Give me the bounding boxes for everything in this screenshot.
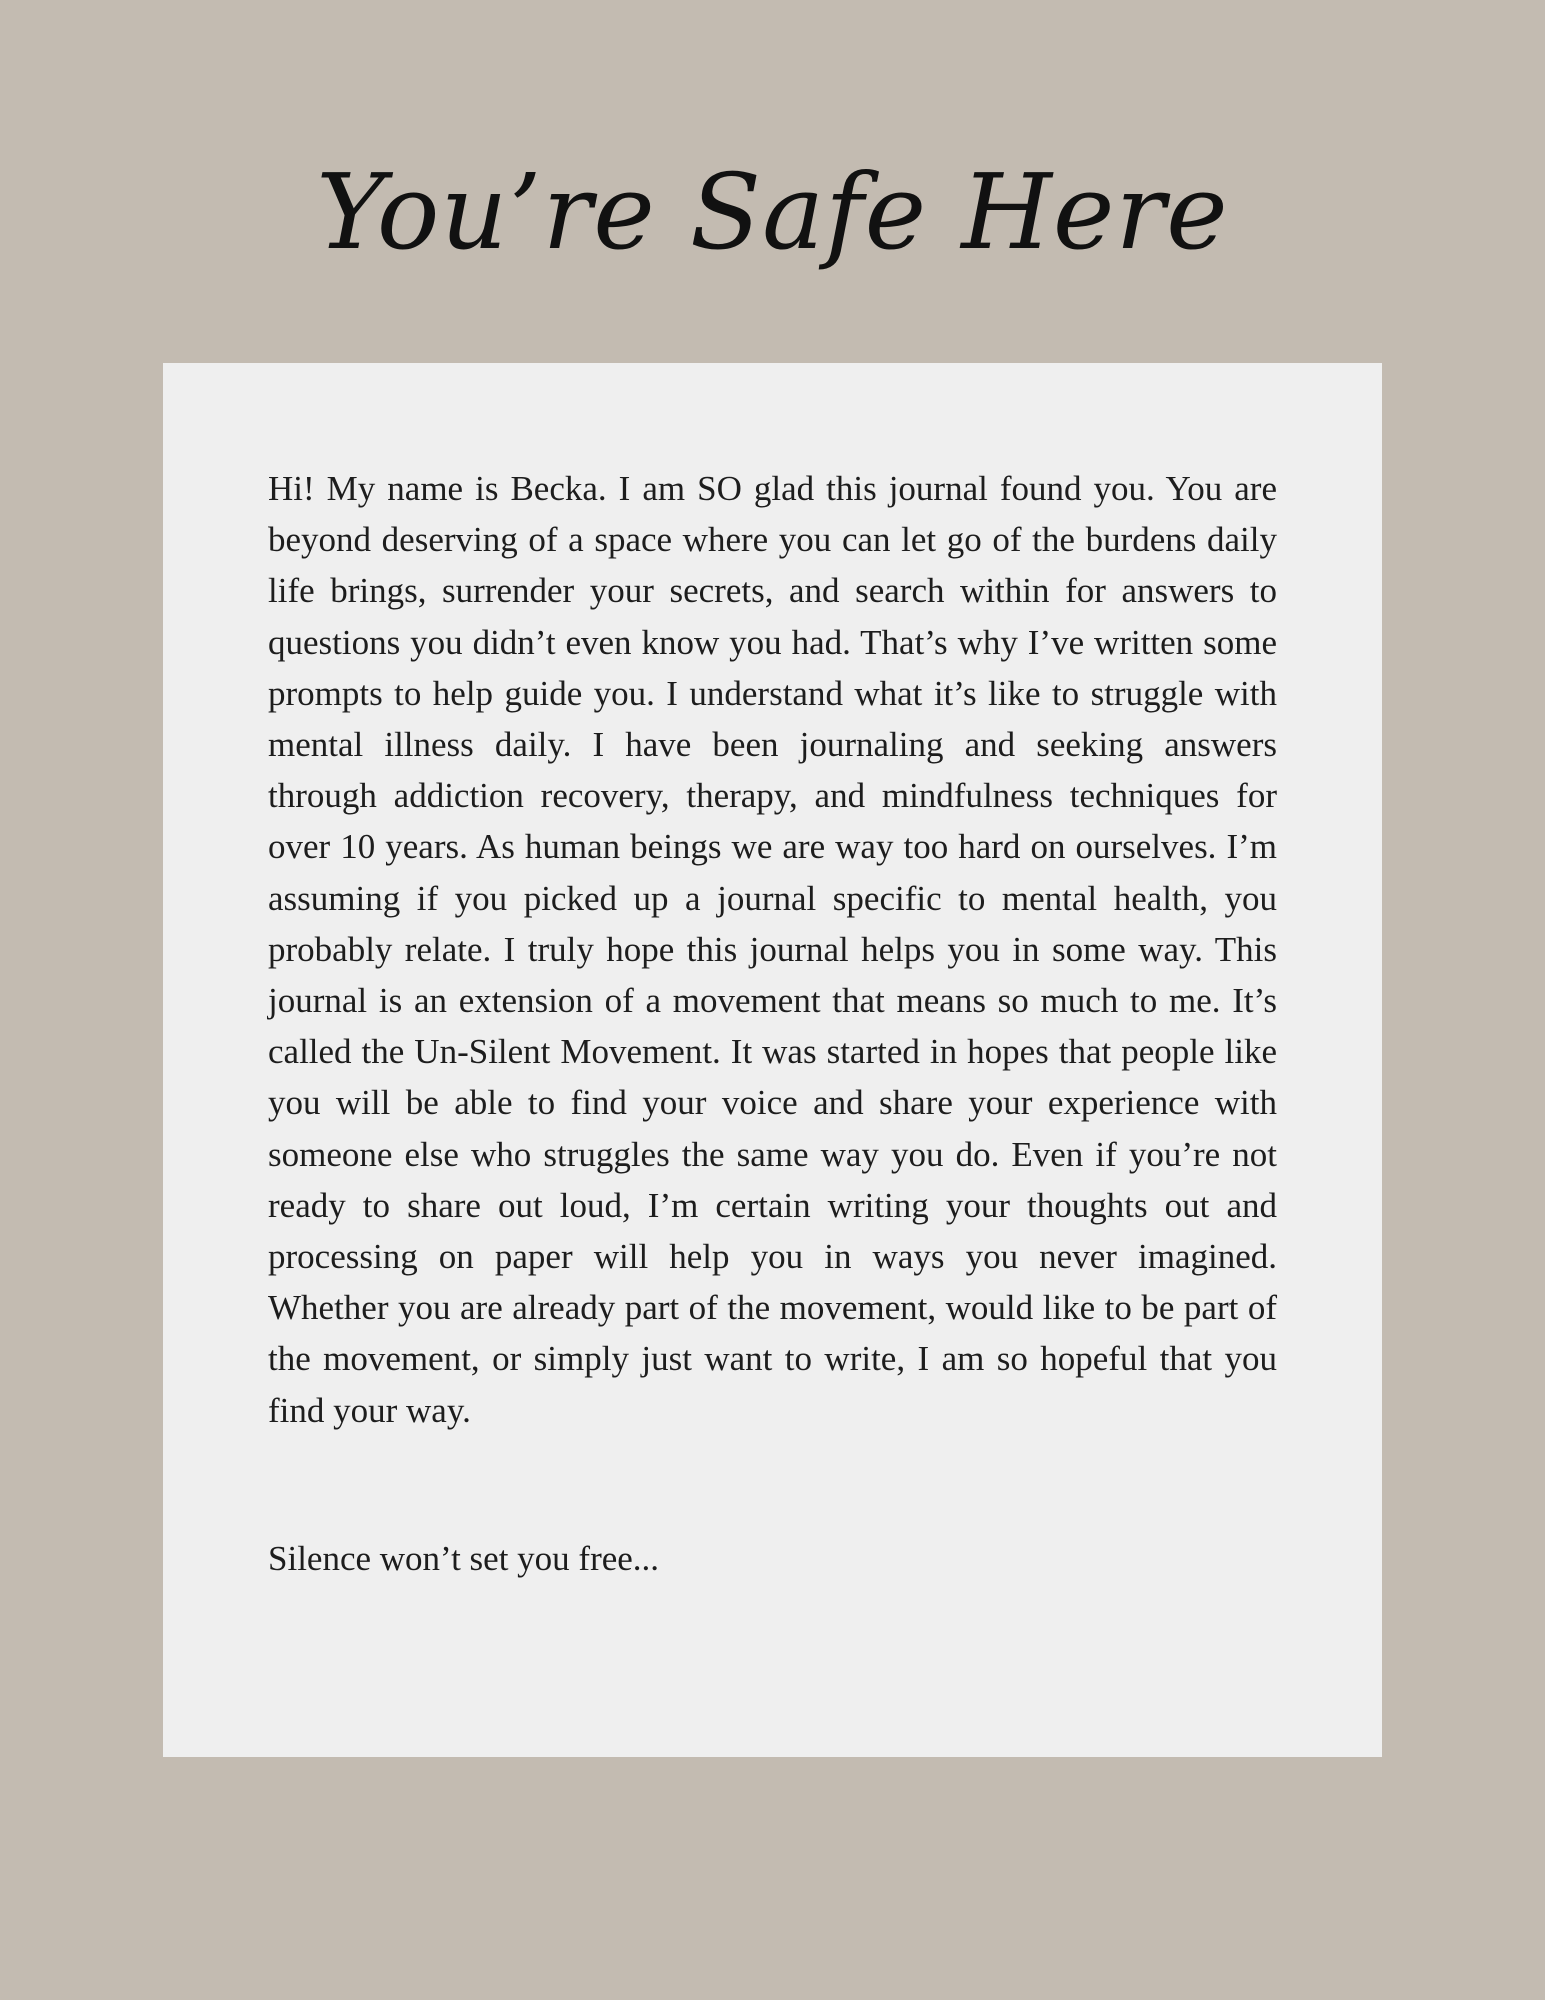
closing-line: Silence won’t set you free... bbox=[268, 1538, 660, 1578]
intro-paragraph: Hi! My name is Becka. I am SO glad this journal found you. You are beyond deserving of a space where you can let go of the burdens daily life brings, surrender your secrets, and search within for answers to questions you didn’t even know you had. That’s why I’ve written some prompts to help guide you. I understand what it’s like to struggle with mental illness daily. I have been journaling and seeking answers through addiction recovery, therapy, and mindfulness techniques for over 10 years. As human beings we are way too hard on ourselves. I’m assuming if you picked up a journal specific to mental health, you probably relate. I truly hope this journal helps you in some way. This journal is an extension of a movement that means so much to me. It’s called the Un-Silent Movement. It was started in hopes that people like you will be able to find your voice and share your experience with someone else who struggles the same way you do. Even if you’re not ready to share out loud, I’m certain writing your thoughts out and processing on paper will help you in ways you never imagined. Whether you are already part of the movement, would like to be part of the movement, or simply just want to write, I am so hopeful that you find your way. bbox=[268, 469, 1277, 1430]
page-title: You’re Safe Here bbox=[316, 151, 1229, 273]
content-panel bbox=[163, 363, 1382, 1757]
